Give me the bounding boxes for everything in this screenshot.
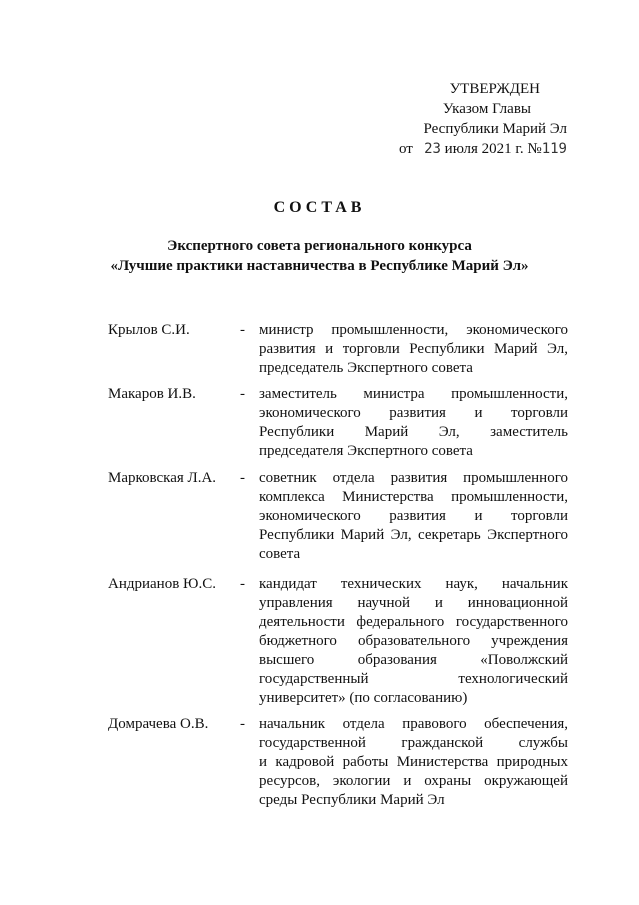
desc-line: председатель Экспертного совета [259, 360, 473, 376]
desc-line: председателя Экспертного совета [259, 443, 473, 459]
member-description [259, 575, 568, 708]
approval-date-line [395, 139, 585, 159]
date-prefix: от [398, 141, 413, 157]
member-name: Макаров И.В. [108, 386, 196, 402]
approval-stamp [395, 79, 585, 159]
member-description [259, 715, 568, 810]
desc-line: министр промышленности, экономического [259, 322, 568, 338]
desc-line: бюджетного образовательного учреждения [259, 633, 568, 649]
desc-line: советник отдела развития промышленного [259, 470, 568, 486]
desc-line: среды Республики Марий Эл [259, 792, 445, 808]
approval-decree: Указом Главы [442, 101, 531, 117]
member-name: Домрачева О.В. [108, 716, 209, 732]
desc-line: Республики Марий Эл, заместитель [259, 424, 568, 440]
member-name: Крылов С.И. [108, 322, 190, 338]
subtitle-line-1: Экспертного совета регионального конкурса [167, 238, 472, 254]
desc-line: высшего образования «Поволжский [259, 652, 568, 668]
approval-republic: Республики Марий Эл [423, 121, 567, 137]
member-dash: - [240, 386, 245, 402]
desc-line: начальник отдела правового обеспечения, [259, 716, 568, 732]
member-description [259, 321, 568, 378]
member-dash: - [240, 322, 245, 338]
desc-line: деятельности федерального государственного [259, 614, 568, 630]
desc-line: государственный технологический [259, 671, 568, 687]
decree-number: 119 [541, 141, 567, 157]
desc-line: развития и торговли Республики Марий Эл, [259, 341, 568, 357]
document-title: СОСТАВ [273, 199, 366, 216]
member-dash: - [240, 716, 245, 732]
desc-line: государственной гражданской службы [259, 735, 568, 751]
desc-line: университет» (по согласованию) [259, 690, 468, 706]
desc-line: экономического развития и торговли [259, 508, 568, 524]
date-day: 23 [424, 141, 441, 157]
desc-line: управления научной и инновационной [259, 595, 568, 611]
member-description [259, 385, 568, 461]
desc-line: экономического развития и торговли [259, 405, 568, 421]
desc-line: заместитель министра промышленности, [259, 386, 568, 402]
member-dash: - [240, 576, 245, 592]
desc-line: ресурсов, экологии и охраны окружающей [259, 773, 568, 789]
subtitle-line-2: «Лучшие практики наставничества в Республике Марий Эл» [110, 258, 529, 274]
member-dash: - [240, 470, 245, 486]
desc-line: и кадровой работы Министерства природных [259, 754, 568, 770]
desc-line: совета [259, 546, 301, 562]
date-rest: июля 2021 г. № [444, 141, 542, 157]
desc-line: кандидат технических наук, начальник [259, 576, 568, 592]
desc-line: комплекса Министерства промышленности, [259, 489, 568, 505]
member-name: Марковская Л.А. [108, 470, 217, 486]
member-name: Андрианов Ю.С. [108, 576, 216, 592]
document-subtitle [0, 236, 639, 276]
member-description [259, 469, 568, 564]
desc-line: Республики Марий Эл, секретарь Экспертного [259, 527, 568, 543]
approval-title: УТВЕРЖДЕН [449, 81, 540, 97]
